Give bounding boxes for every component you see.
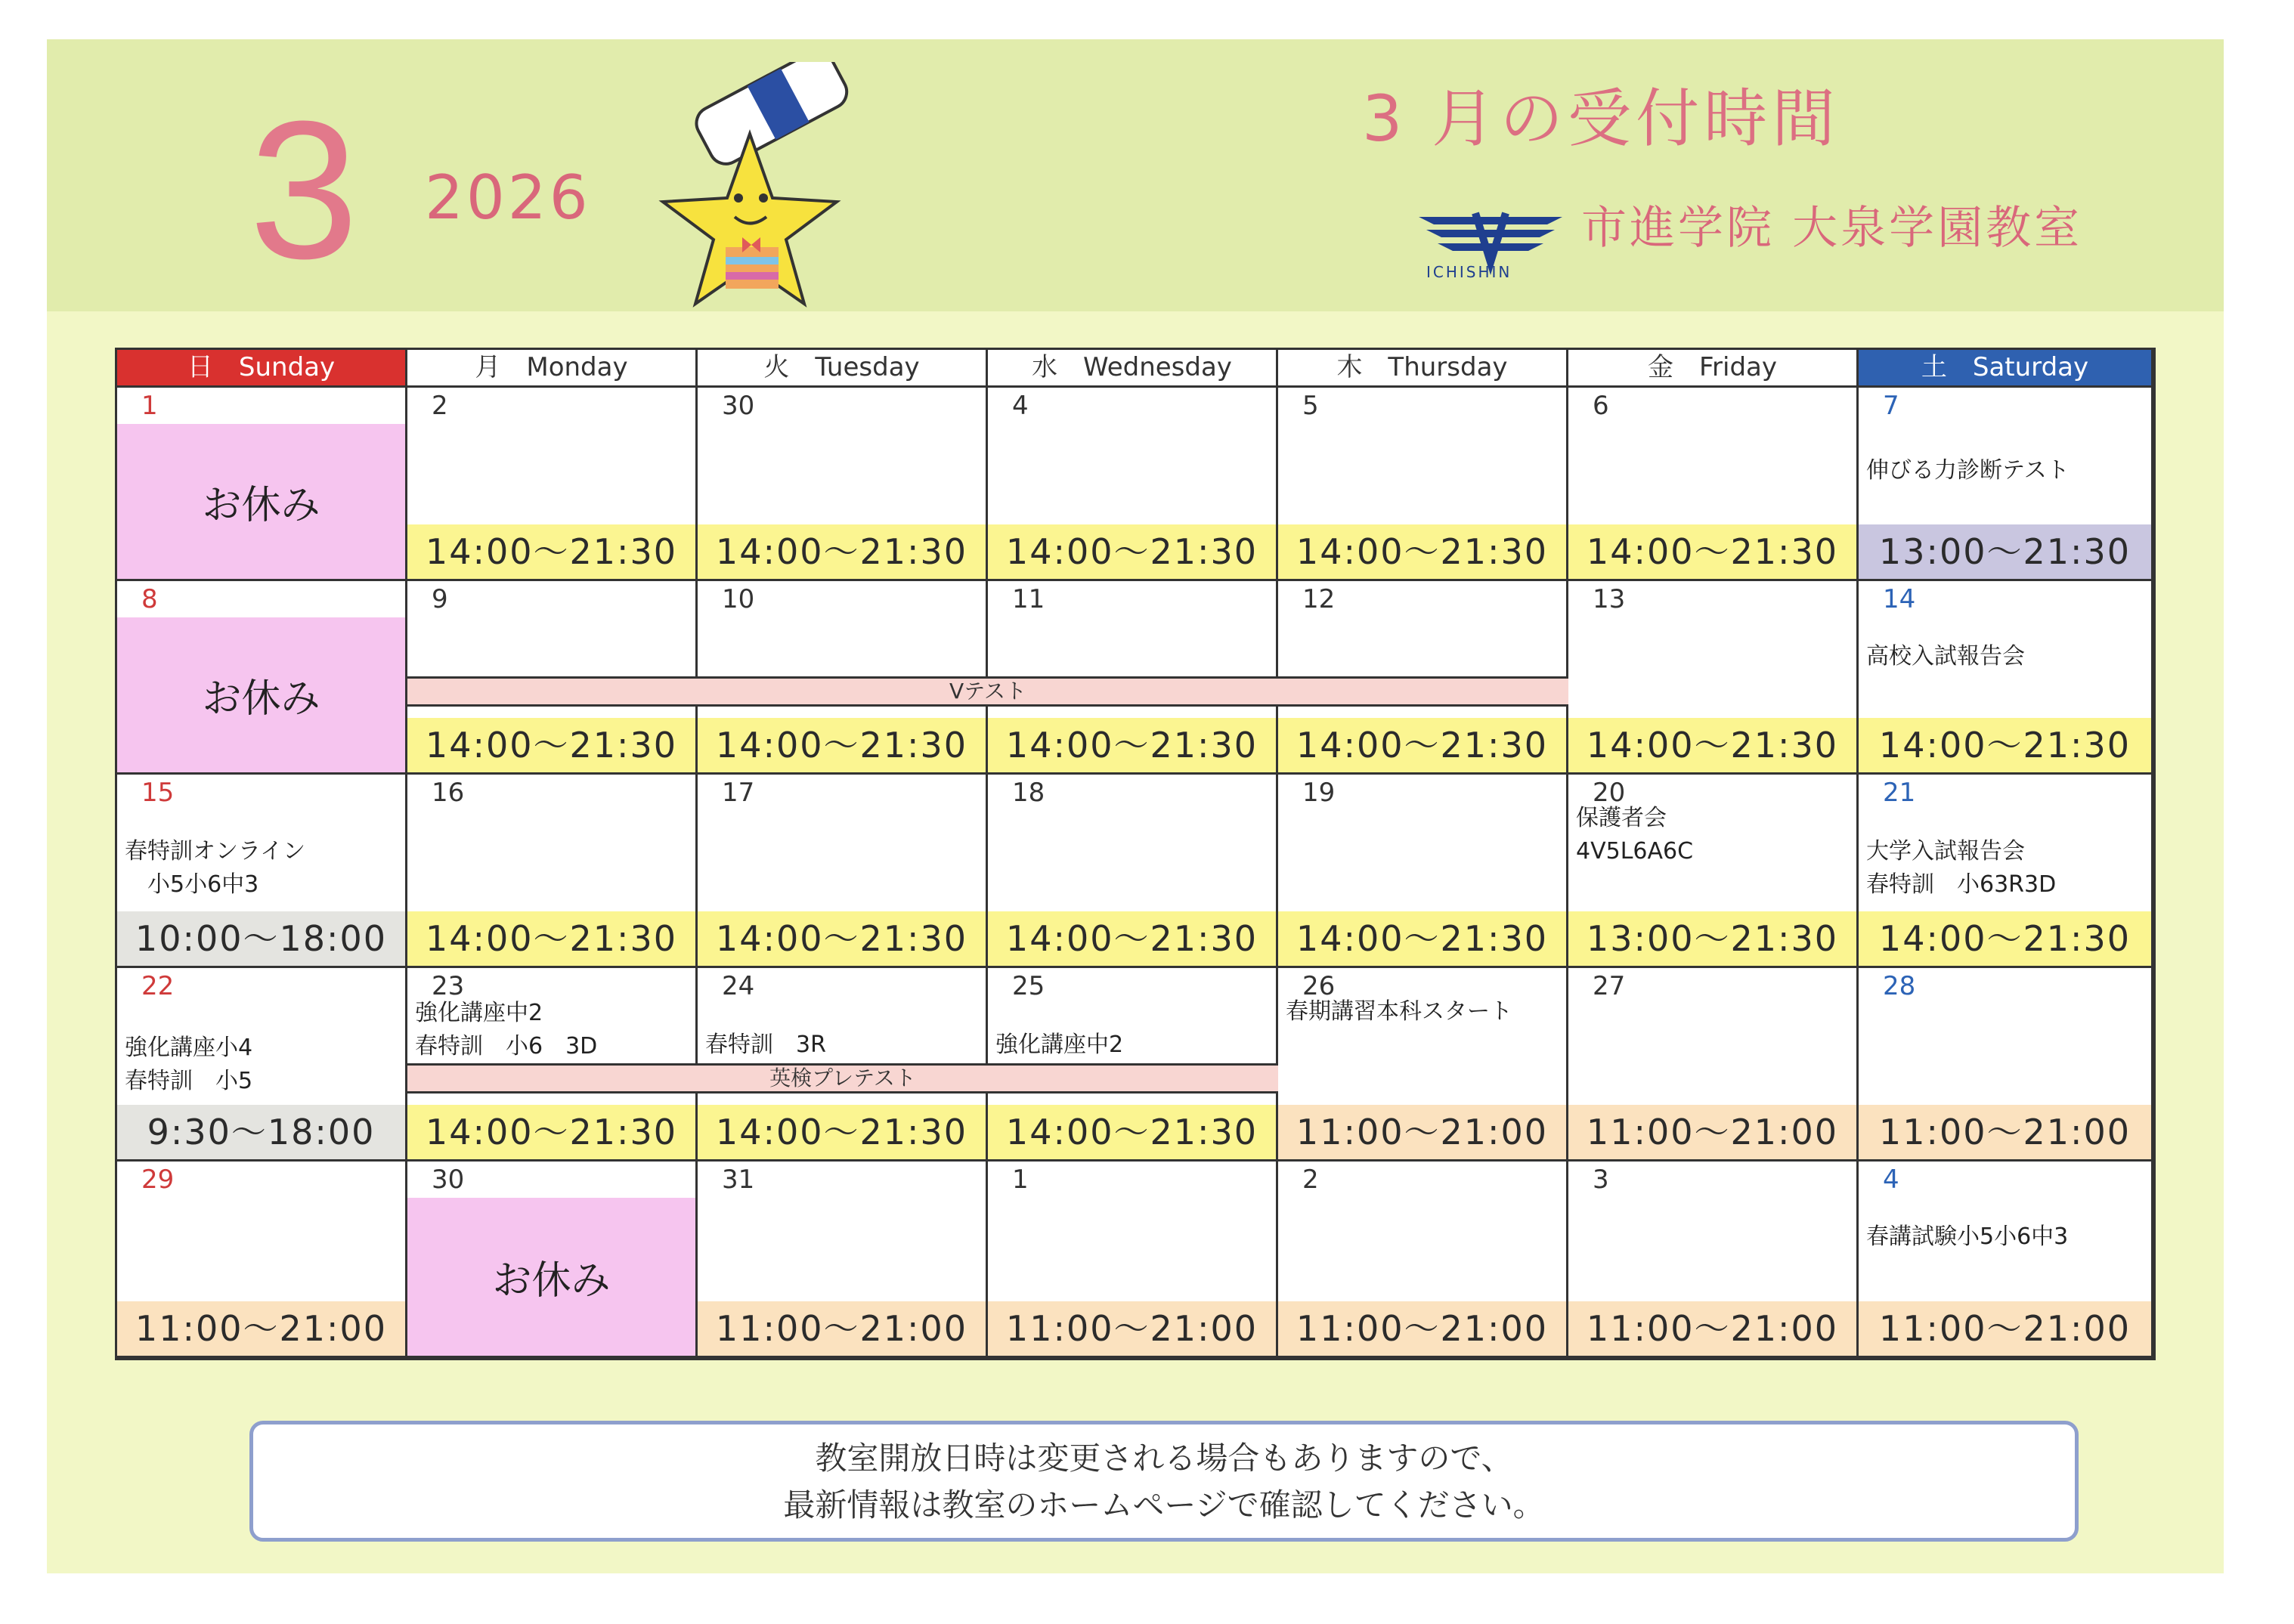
reception-hours: 11:00～21:00 <box>698 1301 986 1356</box>
reception-hours: 14:00～21:30 <box>1568 524 1856 579</box>
day-number: 23 <box>432 971 465 1001</box>
day-number: 7 <box>1883 391 1899 421</box>
day-number: 5 <box>1302 391 1319 421</box>
day-number: 21 <box>1883 778 1916 808</box>
day-cell <box>407 1162 698 1358</box>
day-number: 22 <box>141 971 175 1001</box>
day-cell <box>698 1162 988 1358</box>
event-note: 伸びる力診断テスト <box>1866 457 2070 484</box>
dow-header-1: 月 Monday <box>407 350 698 388</box>
event-note: 強化講座中2 <box>995 1032 1124 1058</box>
notice-line-1: 教室開放日時は変更される場合もありますので、 <box>815 1440 1513 1477</box>
reception-hours: 14:00～21:30 <box>988 718 1276 772</box>
event-note: 高校入試報告会 <box>1866 643 2025 670</box>
day-cell <box>1859 775 2153 968</box>
vtest-banner: Vテスト <box>407 676 1568 707</box>
day-number: 2 <box>432 391 448 421</box>
day-number: 31 <box>722 1165 755 1195</box>
event-note: 春特訓オンライン 小5小6中3 <box>125 838 306 898</box>
event-note: 春特訓 3R <box>705 1032 826 1058</box>
day-number: 16 <box>432 778 465 808</box>
day-cell <box>1568 1162 1859 1358</box>
reception-hours: 14:00～21:30 <box>1278 911 1566 966</box>
day-cell <box>407 388 698 581</box>
event-note: 保護者会 4V5L6A6C <box>1576 805 1694 865</box>
star-mascot-icon <box>636 62 878 326</box>
dow-header-2: 火 Tuesday <box>698 350 988 388</box>
reception-hours: 11:00～21:00 <box>1859 1105 2151 1159</box>
closed-label: お休み <box>407 1198 695 1356</box>
reception-hours: 11:00～21:00 <box>1568 1105 1856 1159</box>
page-title: 3 月の受付時間 <box>1362 82 1840 156</box>
reception-hours: 11:00～21:00 <box>1278 1301 1566 1356</box>
day-cell <box>1568 775 1859 968</box>
day-cell <box>1278 968 1568 1162</box>
reception-hours: 11:00～21:00 <box>1278 1105 1566 1159</box>
day-number: 6 <box>1593 391 1609 421</box>
school-name: 市進学院 大泉学園教室 <box>1581 202 2083 255</box>
event-note: 春期講習本科スタート <box>1286 998 1512 1025</box>
day-cell <box>1278 388 1568 581</box>
day-number: 12 <box>1302 584 1336 614</box>
eiken-banner: 英検プレテスト <box>407 1063 1278 1093</box>
event-note: 強化講座小4 春特訓 小5 <box>125 1035 253 1094</box>
day-number: 28 <box>1883 971 1916 1001</box>
day-number: 15 <box>141 778 175 808</box>
day-cell <box>1859 968 2153 1162</box>
month-number: 3 <box>249 81 359 300</box>
reception-hours: 13:00～21:30 <box>1568 911 1856 966</box>
day-number: 11 <box>1012 584 1045 614</box>
reception-hours: 14:00～21:30 <box>407 911 695 966</box>
day-cell <box>988 388 1278 581</box>
logo-text: ICHISHIN <box>1426 263 1512 281</box>
day-cell <box>407 775 698 968</box>
day-number: 17 <box>722 778 755 808</box>
day-number: 3 <box>1593 1165 1609 1195</box>
day-number: 1 <box>1012 1165 1029 1195</box>
event-note: 大学入試報告会 春特訓 小63R3D <box>1866 838 2057 898</box>
day-cell <box>1859 581 2153 775</box>
day-number: 20 <box>1593 778 1626 808</box>
notice-box <box>249 1421 2079 1542</box>
day-number: 25 <box>1012 971 1045 1001</box>
reception-hours: 11:00～21:00 <box>117 1301 405 1356</box>
day-cell <box>117 581 407 775</box>
notice-line-2: 最新情報は教室のホームページで確認してください。 <box>783 1486 1545 1523</box>
day-number: 14 <box>1883 584 1916 614</box>
reception-hours: 14:00～21:30 <box>407 1105 695 1159</box>
reception-hours: 14:00～21:30 <box>698 911 986 966</box>
reception-hours: 11:00～21:00 <box>1859 1301 2151 1356</box>
reception-hours: 14:00～21:30 <box>1278 524 1566 579</box>
reception-hours: 14:00～21:30 <box>988 524 1276 579</box>
reception-hours: 14:00～21:30 <box>407 524 695 579</box>
reception-hours: 14:00～21:30 <box>407 718 695 772</box>
dow-header-6: 土 Saturday <box>1859 350 2153 388</box>
calendar-grid <box>115 348 2156 1360</box>
day-number: 2 <box>1302 1165 1319 1195</box>
reception-hours: 11:00～21:00 <box>988 1301 1276 1356</box>
day-number: 19 <box>1302 778 1336 808</box>
day-cell <box>1568 581 1859 775</box>
day-cell <box>1278 775 1568 968</box>
day-cell <box>117 968 407 1162</box>
day-number: 26 <box>1302 971 1336 1001</box>
reception-hours: 14:00～21:30 <box>1859 718 2151 772</box>
dow-header-3: 水 Wednesday <box>988 350 1278 388</box>
day-cell <box>698 388 988 581</box>
closed-label: お休み <box>117 617 405 772</box>
reception-hours: 9:30～18:00 <box>117 1105 405 1159</box>
day-cell <box>1278 1162 1568 1358</box>
reception-hours: 10:00～18:00 <box>117 911 405 966</box>
day-number: 8 <box>141 584 158 614</box>
dow-header-5: 金 Friday <box>1568 350 1859 388</box>
event-note: 強化講座中2 春特訓 小6 3D <box>415 1000 598 1059</box>
reception-hours: 14:00～21:30 <box>988 1105 1276 1159</box>
day-number: 29 <box>141 1165 175 1195</box>
reception-hours: 14:00～21:30 <box>1278 718 1566 772</box>
day-number: 24 <box>722 971 755 1001</box>
day-cell <box>988 1162 1278 1358</box>
day-cell <box>988 775 1278 968</box>
day-cell <box>117 775 407 968</box>
day-cell <box>1859 1162 2153 1358</box>
reception-hours: 14:00～21:30 <box>698 524 986 579</box>
event-note: 春講試験小5小6中3 <box>1866 1223 2069 1250</box>
day-number: 4 <box>1012 391 1029 421</box>
reception-hours: 14:00～21:30 <box>698 718 986 772</box>
reception-hours: 14:00～21:30 <box>698 1105 986 1159</box>
day-number: 27 <box>1593 971 1626 1001</box>
reception-hours: 14:00～21:30 <box>988 911 1276 966</box>
day-cell <box>1568 388 1859 581</box>
day-cell <box>117 388 407 581</box>
day-number: 30 <box>432 1165 465 1195</box>
day-number: 4 <box>1883 1165 1899 1195</box>
dow-header-4: 木 Thursday <box>1278 350 1568 388</box>
reception-hours: 11:00～21:00 <box>1568 1301 1856 1356</box>
day-cell <box>117 1162 407 1358</box>
reception-hours: 13:00～21:30 <box>1859 524 2151 579</box>
day-number: 1 <box>141 391 158 421</box>
day-cell <box>698 775 988 968</box>
year-label: 2026 <box>425 162 591 233</box>
day-cell <box>1568 968 1859 1162</box>
day-number: 13 <box>1593 584 1626 614</box>
reception-hours: 14:00～21:30 <box>1859 911 2151 966</box>
day-number: 9 <box>432 584 448 614</box>
closed-label: お休み <box>117 424 405 579</box>
day-cell <box>1859 388 2153 581</box>
dow-header-0: 日 Sunday <box>117 350 407 388</box>
reception-hours: 14:00～21:30 <box>1568 718 1856 772</box>
day-number: 18 <box>1012 778 1045 808</box>
day-number: 10 <box>722 584 755 614</box>
day-number: 30 <box>722 391 755 421</box>
